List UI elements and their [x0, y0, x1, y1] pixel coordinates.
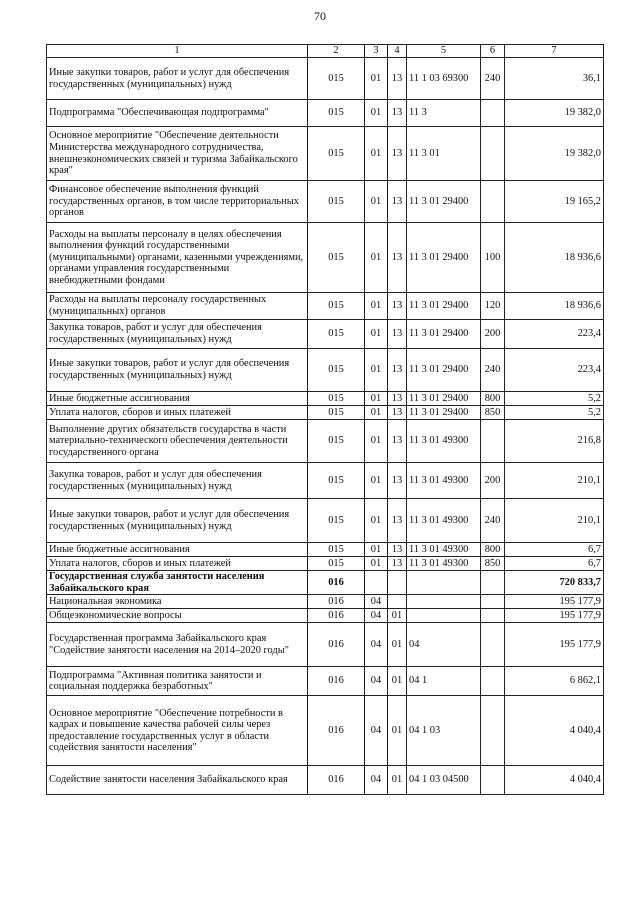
- table-row: [47, 499, 604, 543]
- amount: 210,1: [505, 499, 604, 543]
- target-article-code: [407, 571, 481, 595]
- row-name: Содействие занятости населения Забайкальского края: [47, 766, 308, 795]
- table-row: [47, 223, 604, 293]
- expense-type-code: 240: [481, 58, 505, 100]
- row-name: Основное мероприятие "Обеспечение потребности в кадрах и повышение качества рабочей силы через предоставление государственных услуг в области содействия занятости населения": [47, 696, 308, 766]
- expense-type-code: 800: [481, 543, 505, 557]
- expense-type-code: [481, 696, 505, 766]
- row-name: Уплата налогов, сборов и иных платежей: [47, 406, 308, 420]
- subsection-code: 13: [388, 100, 407, 127]
- expense-type-code: 200: [481, 320, 505, 349]
- section-code: 01: [365, 100, 388, 127]
- expense-type-code: [481, 127, 505, 181]
- ministry-code: 016: [308, 623, 365, 667]
- ministry-code: 016: [308, 696, 365, 766]
- ministry-code: 016: [308, 766, 365, 795]
- row-name: Подпрограмма "Активная политика занятости и социальная поддержка безработных": [47, 667, 308, 696]
- row-name: Подпрограмма "Обеспечивающая подпрограмма": [47, 100, 308, 127]
- row-name: Иные бюджетные ассигнования: [47, 392, 308, 406]
- table-header-row: [47, 45, 604, 58]
- subsection-code: 13: [388, 499, 407, 543]
- expense-type-code: [481, 667, 505, 696]
- subsection-code: 13: [388, 293, 407, 320]
- target-article-code: 11 1 03 69300: [407, 58, 481, 100]
- section-code: 04: [365, 609, 388, 623]
- expense-type-code: 800: [481, 392, 505, 406]
- row-name: Иные закупки товаров, работ и услуг для обеспечения государственных (муниципальных) нужд: [47, 58, 308, 100]
- row-name: Выполнение других обязательств государства в части материально-технического обеспечения деятельности государственного органа: [47, 420, 308, 463]
- expense-type-code: 200: [481, 463, 505, 499]
- target-article-code: 11 3 01 29400: [407, 392, 481, 406]
- section-code: 01: [365, 392, 388, 406]
- table-row: [47, 463, 604, 499]
- amount: 195 177,9: [505, 609, 604, 623]
- table-row: [47, 420, 604, 463]
- table-row: [47, 609, 604, 623]
- section-code: 04: [365, 595, 388, 609]
- expense-type-code: [481, 420, 505, 463]
- ministry-code: 016: [308, 595, 365, 609]
- expense-type-code: 120: [481, 293, 505, 320]
- table-row: [47, 127, 604, 181]
- subsection-code: 13: [388, 58, 407, 100]
- section-code: 01: [365, 58, 388, 100]
- row-name: Национальная экономика: [47, 595, 308, 609]
- section-code: 01: [365, 223, 388, 293]
- ministry-code: 015: [308, 293, 365, 320]
- amount: 36,1: [505, 58, 604, 100]
- ministry-code: 015: [308, 127, 365, 181]
- table-row: [47, 557, 604, 571]
- expense-type-code: [481, 181, 505, 223]
- row-name: Расходы на выплаты персоналу в целях обеспечения выполнения функций государственными (муниципальными) органами, казенными учреждениями, органами управления государственными внебюджетными фондами: [47, 223, 308, 293]
- section-code: 01: [365, 557, 388, 571]
- amount: 720 833,7: [505, 571, 604, 595]
- section-code: [365, 571, 388, 595]
- subsection-code: 01: [388, 696, 407, 766]
- ministry-code: 016: [308, 667, 365, 696]
- subsection-code: 13: [388, 223, 407, 293]
- target-article-code: 11 3 01 49300: [407, 557, 481, 571]
- row-name: Финансовое обеспечение выполнения функций государственных органов, в том числе территориальных органов: [47, 181, 308, 223]
- subsection-code: 01: [388, 667, 407, 696]
- amount: 6,7: [505, 543, 604, 557]
- table-row: [47, 696, 604, 766]
- subsection-code: 13: [388, 349, 407, 392]
- ministry-code: 015: [308, 223, 365, 293]
- ministry-code: 015: [308, 320, 365, 349]
- page-number: 70: [314, 9, 326, 23]
- amount: 6 862,1: [505, 667, 604, 696]
- section-code: 01: [365, 499, 388, 543]
- section-code: 04: [365, 667, 388, 696]
- section-code: 04: [365, 623, 388, 667]
- table-row: [47, 766, 604, 795]
- expense-type-code: [481, 609, 505, 623]
- row-name: Расходы на выплаты персоналу государственных (муниципальных) органов: [47, 293, 308, 320]
- row-name: Иные бюджетные ассигнования: [47, 543, 308, 557]
- expense-type-code: [481, 623, 505, 667]
- section-code: 01: [365, 127, 388, 181]
- target-article-code: 11 3 01 29400: [407, 406, 481, 420]
- header-cell: 2: [308, 45, 365, 58]
- section-code: 04: [365, 696, 388, 766]
- subsection-code: 13: [388, 557, 407, 571]
- amount: 223,4: [505, 320, 604, 349]
- table-row: [47, 100, 604, 127]
- ministry-code: 015: [308, 420, 365, 463]
- row-name: Закупка товаров, работ и услуг для обеспечения государственных (муниципальных) нужд: [47, 463, 308, 499]
- amount: 6,7: [505, 557, 604, 571]
- row-name: Закупка товаров, работ и услуг для обеспечения государственных (муниципальных) нужд: [47, 320, 308, 349]
- ministry-code: 015: [308, 392, 365, 406]
- expense-type-code: 240: [481, 349, 505, 392]
- target-article-code: 11 3 01 49300: [407, 463, 481, 499]
- ministry-code: 015: [308, 406, 365, 420]
- subsection-code: 01: [388, 623, 407, 667]
- row-name: Основное мероприятие "Обеспечение деятельности Министерства международного сотрудничества, внешнеэкономических связей и туризма Забайкальского края": [47, 127, 308, 181]
- target-article-code: 11 3 01 29400: [407, 223, 481, 293]
- subsection-code: 13: [388, 127, 407, 181]
- section-code: 01: [365, 349, 388, 392]
- amount: 195 177,9: [505, 595, 604, 609]
- ministry-code: 015: [308, 100, 365, 127]
- expense-type-code: [481, 595, 505, 609]
- target-article-code: 04 1 03: [407, 696, 481, 766]
- expense-type-code: 850: [481, 557, 505, 571]
- expense-type-code: [481, 571, 505, 595]
- subsection-code: 13: [388, 181, 407, 223]
- subsection-code: 13: [388, 320, 407, 349]
- section-code: 01: [365, 293, 388, 320]
- target-article-code: 11 3 01 49300: [407, 543, 481, 557]
- table-row: [47, 181, 604, 223]
- amount: 5,2: [505, 406, 604, 420]
- ministry-code: 015: [308, 557, 365, 571]
- subsection-code: [388, 571, 407, 595]
- amount: 4 040,4: [505, 766, 604, 795]
- amount: 195 177,9: [505, 623, 604, 667]
- section-code: 01: [365, 543, 388, 557]
- amount: 19 382,0: [505, 100, 604, 127]
- section-code: 01: [365, 406, 388, 420]
- amount: 210,1: [505, 463, 604, 499]
- target-article-code: 11 3 01 29400: [407, 293, 481, 320]
- row-name: Уплата налогов, сборов и иных платежей: [47, 557, 308, 571]
- expense-type-code: 100: [481, 223, 505, 293]
- target-article-code: 11 3 01 29400: [407, 320, 481, 349]
- section-code: 01: [365, 320, 388, 349]
- target-article-code: 11 3 01 29400: [407, 349, 481, 392]
- header-cell: 6: [481, 45, 505, 58]
- subsection-code: 13: [388, 392, 407, 406]
- ministry-code: 015: [308, 463, 365, 499]
- subsection-code: 01: [388, 609, 407, 623]
- expense-type-code: 240: [481, 499, 505, 543]
- subsection-code: [388, 595, 407, 609]
- row-name: Общеэкономические вопросы: [47, 609, 308, 623]
- target-article-code: 04 1: [407, 667, 481, 696]
- target-article-code: 11 3 01: [407, 127, 481, 181]
- amount: 216,8: [505, 420, 604, 463]
- ministry-code: 016: [308, 571, 365, 595]
- amount: 19 165,2: [505, 181, 604, 223]
- header-cell: 1: [47, 45, 308, 58]
- table-row: [47, 623, 604, 667]
- subsection-code: 13: [388, 420, 407, 463]
- target-article-code: [407, 595, 481, 609]
- row-name: Государственная служба занятости населения Забайкальского края: [47, 571, 308, 595]
- subsection-code: 13: [388, 406, 407, 420]
- table-row: [47, 320, 604, 349]
- table-row: [47, 392, 604, 406]
- ministry-code: 015: [308, 58, 365, 100]
- ministry-code: 015: [308, 181, 365, 223]
- amount: 18 936,6: [505, 293, 604, 320]
- target-article-code: [407, 609, 481, 623]
- expense-type-code: [481, 100, 505, 127]
- header-cell: 7: [505, 45, 604, 58]
- target-article-code: 11 3 01 49300: [407, 420, 481, 463]
- section-code: 04: [365, 766, 388, 795]
- table-row: [47, 58, 604, 100]
- subsection-code: 13: [388, 463, 407, 499]
- table-row: [47, 571, 604, 595]
- target-article-code: 04 1 03 04500: [407, 766, 481, 795]
- budget-table: [46, 44, 604, 795]
- row-name: Иные закупки товаров, работ и услуг для обеспечения государственных (муниципальных) нужд: [47, 349, 308, 392]
- header-cell: 4: [388, 45, 407, 58]
- target-article-code: 04: [407, 623, 481, 667]
- section-code: 01: [365, 181, 388, 223]
- table-row: [47, 543, 604, 557]
- row-name: Иные закупки товаров, работ и услуг для обеспечения государственных (муниципальных) нужд: [47, 499, 308, 543]
- amount: 19 382,0: [505, 127, 604, 181]
- subsection-code: 13: [388, 543, 407, 557]
- table-row: [47, 667, 604, 696]
- ministry-code: 015: [308, 349, 365, 392]
- target-article-code: 11 3 01 29400: [407, 181, 481, 223]
- ministry-code: 015: [308, 499, 365, 543]
- table-row: [47, 349, 604, 392]
- table-row: [47, 293, 604, 320]
- expense-type-code: [481, 766, 505, 795]
- header-cell: 3: [365, 45, 388, 58]
- subsection-code: 01: [388, 766, 407, 795]
- amount: 223,4: [505, 349, 604, 392]
- section-code: 01: [365, 420, 388, 463]
- amount: 5,2: [505, 392, 604, 406]
- ministry-code: 016: [308, 609, 365, 623]
- expense-type-code: 850: [481, 406, 505, 420]
- table-row: [47, 595, 604, 609]
- table-row: [47, 406, 604, 420]
- ministry-code: 015: [308, 543, 365, 557]
- target-article-code: 11 3: [407, 100, 481, 127]
- amount: 18 936,6: [505, 223, 604, 293]
- header-cell: 5: [407, 45, 481, 58]
- amount: 4 040,4: [505, 696, 604, 766]
- target-article-code: 11 3 01 49300: [407, 499, 481, 543]
- section-code: 01: [365, 463, 388, 499]
- row-name: Государственная программа Забайкальского края "Содействие занятости населения на 2014–2020 годы": [47, 623, 308, 667]
